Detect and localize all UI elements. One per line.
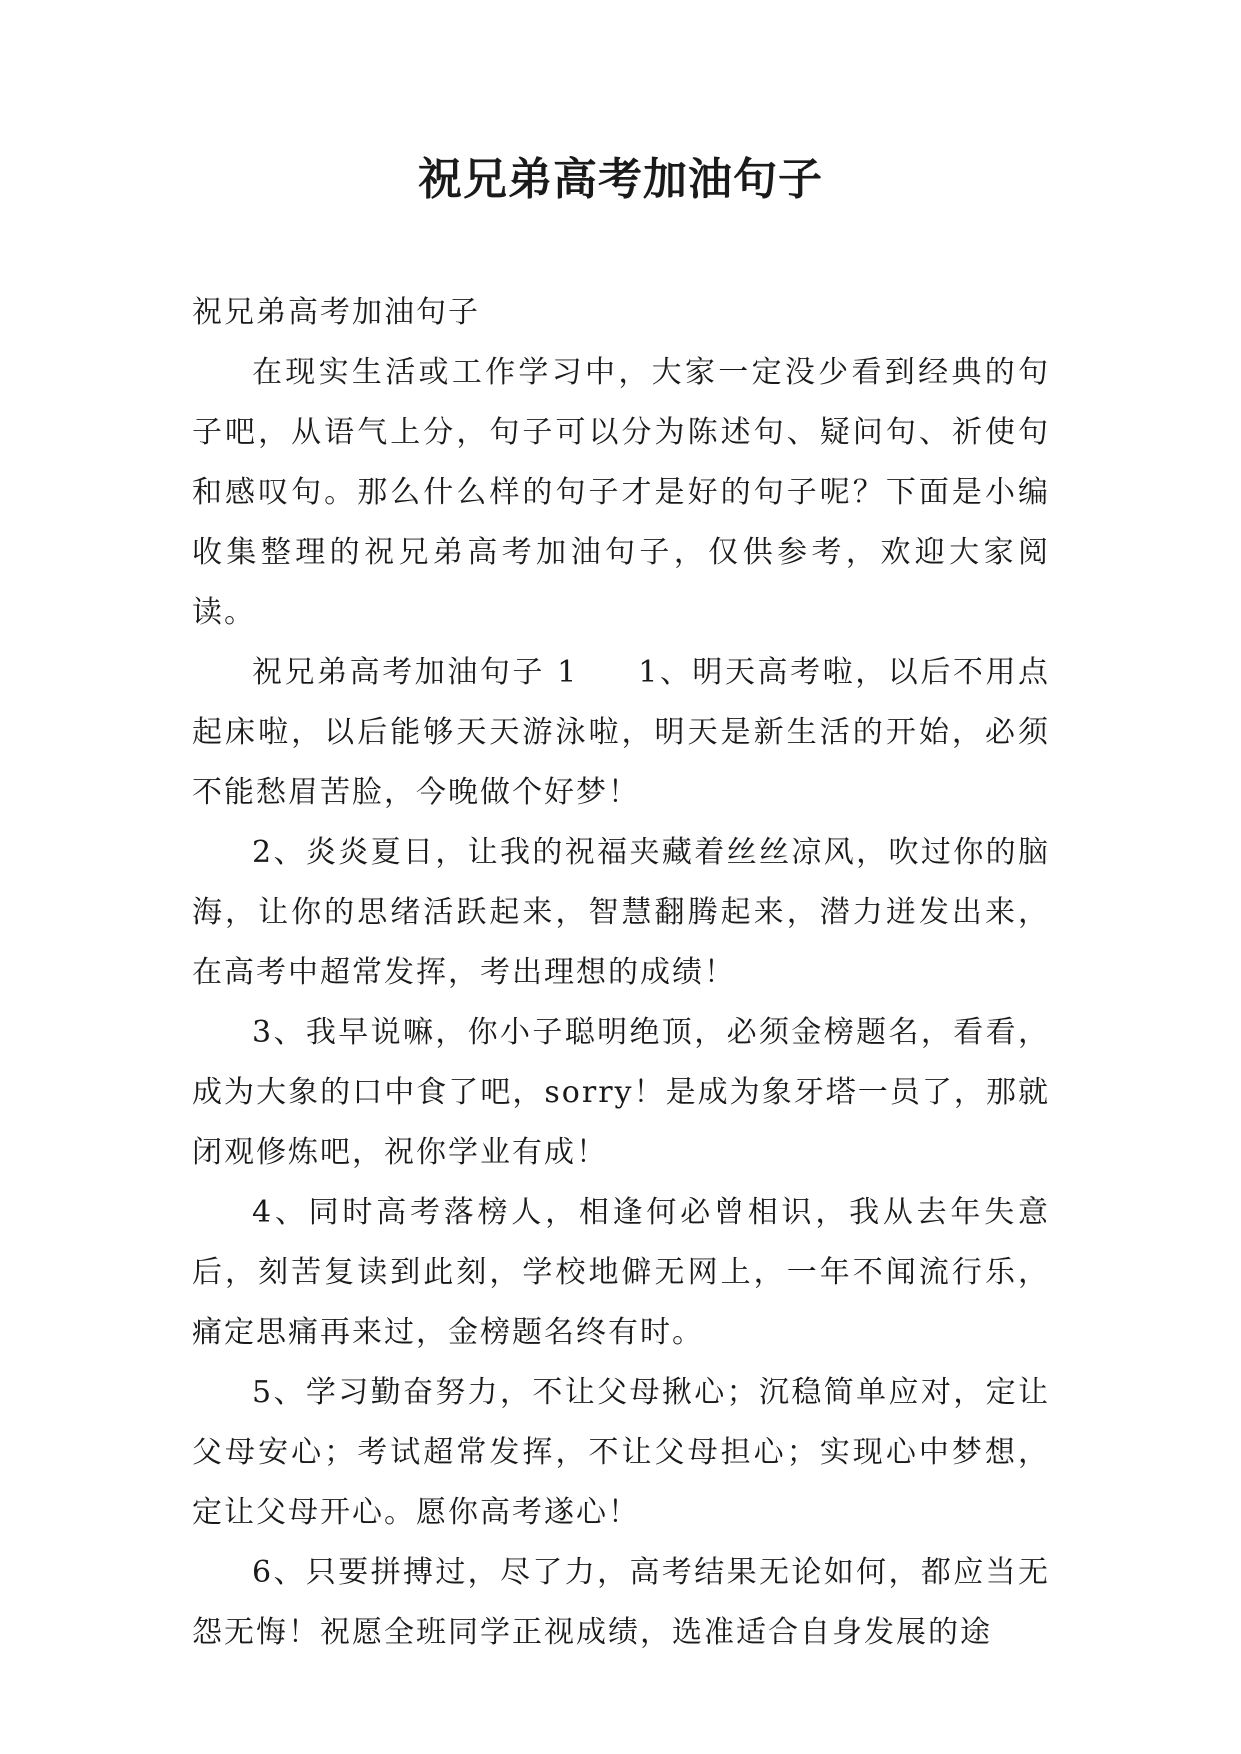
- intro-paragraph: 在现实生活或工作学习中，大家一定没少看到经典的句子吧，从语气上分，句子可以分为陈述句、疑问句、祈使句和感叹句。那么什么样的句子才是好的句子呢？下面是小编收集整理的祝兄弟高考加油句子，仅供参考，欢迎大家阅读。: [192, 355, 1050, 630]
- document-subtitle: 祝兄弟高考加油句子: [192, 295, 480, 330]
- section-heading: 祝兄弟高考加油句子 1: [252, 655, 579, 690]
- list-item: 6、只要拼搏过，尽了力，高考结果无论如何，都应当无怨无悔！祝愿全班同学正视成绩，选准适合自身发展的途: [192, 1555, 1050, 1650]
- document-body: [192, 283, 1050, 1663]
- list-item: 2、炎炎夏日，让我的祝福夹藏着丝丝凉风，吹过你的脑海，让你的思绪活跃起来，智慧翻腾起来，潜力迸发出来，在高考中超常发挥，考出理想的成绩！: [192, 835, 1050, 990]
- list-item: 3、我早说嘛，你小子聪明绝顶，必须金榜题名，看看，成为大象的口中食了吧，sorry！是成为象牙塔一员了，那就闭观修炼吧，祝你学业有成！: [192, 1015, 1050, 1170]
- section-paragraph-1: [192, 643, 1050, 823]
- list-item: 4、同时高考落榜人，相逢何必曾相识，我从去年失意后，刻苦复读到此刻，学校地僻无网上，一年不闻流行乐，痛定思痛再来过，金榜题名终有时。: [192, 1195, 1050, 1350]
- document-title: 祝兄弟高考加油句子: [418, 154, 823, 205]
- list-item: 1、明天高考啦，以后不用点起床啦，以后能够天天游泳啦，明天是新生活的开始，必须不能愁眉苦脸，今晚做个好梦！: [192, 655, 1051, 810]
- list-item: 5、学习勤奋努力，不让父母揪心；沉稳简单应对，定让父母安心；考试超常发挥，不让父母担心；实现心中梦想，定让父母开心。愿你高考遂心！: [192, 1375, 1050, 1530]
